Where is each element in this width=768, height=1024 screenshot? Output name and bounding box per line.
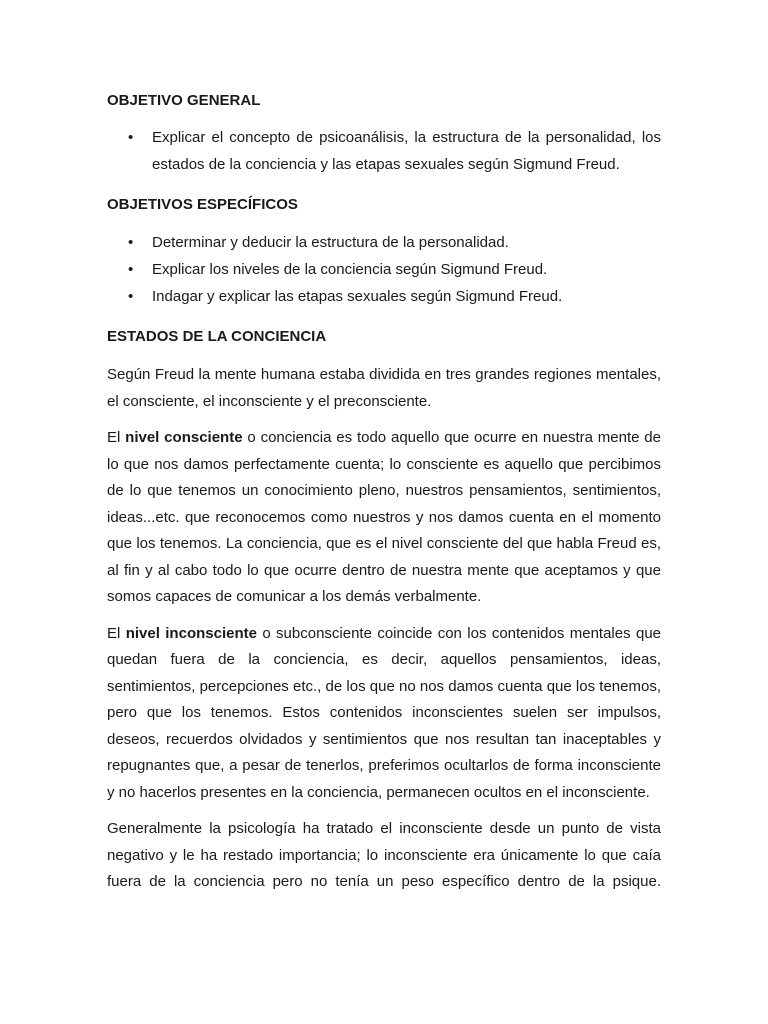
paragraph-regiones-mentales: Según Freud la mente humana estaba dividida en tres grandes regiones mentales, el consciente, el inconsciente y el preconsciente. xyxy=(107,366,661,410)
paragraph-text: o subconsciente coincide con los contenidos mentales que quedan fuera de la conciencia, es decir, aquellos pensamientos, ideas, sentimientos, percepciones etc., de los que no nos damos cuenta que los tenemos, pero que los tenemos. Estos contenidos inconscientes suelen ser impulsos, deseos, recuerdos olvidados y sentimientos que nos resultan tan inaceptables y repugnantes que, a pesar de tenerlos, preferimos ocultarlos de forma inconsciente y no hacerlos presentes en la conciencia, permanecen ocultos en el inconsciente. xyxy=(107,624,661,801)
list-item-text: Explicar el concepto de psicoanálisis, la estructura de la personalidad, los estados de la conciencia y las etapas sexuales según Sigmund Freud. xyxy=(152,129,661,173)
bold-term: nivel inconsciente xyxy=(125,624,257,642)
heading-objetivos-especificos: OBJETIVOS ESPECÍFICOS xyxy=(107,196,298,213)
bold-term: nivel consciente xyxy=(125,429,243,446)
list-item xyxy=(107,124,661,178)
objetivo-general-list xyxy=(107,124,661,178)
list-item xyxy=(107,229,661,256)
bullet-icon: • xyxy=(128,288,134,305)
list-item-text: Explicar los niveles de la conciencia según Sigmund Freud. xyxy=(152,261,548,278)
paragraph-text: El xyxy=(107,429,126,446)
paragraph-psicologia-inconsciente: Generalmente la psicología ha tratado el inconsciente desde un punto de vista negativo y le ha restado importancia; lo inconsciente era únicamente lo que caía fuera de la conciencia pero no tenía un peso específico dentro de la psique. xyxy=(107,820,661,890)
list-item-text: Indagar y explicar las etapas sexuales según Sigmund Freud. xyxy=(152,288,563,305)
bullet-icon: • xyxy=(128,129,134,146)
paragraph-text: El xyxy=(107,624,126,642)
heading-objetivo-general: OBJETIVO GENERAL xyxy=(107,92,261,109)
bullet-icon: • xyxy=(128,234,134,251)
paragraph-nivel-consciente xyxy=(107,425,661,611)
document-page xyxy=(107,88,661,896)
heading-estados-conciencia: ESTADOS DE LA CONCIENCIA xyxy=(107,328,327,345)
list-item xyxy=(107,283,661,310)
list-item-text: Determinar y deducir la estructura de la personalidad. xyxy=(152,234,509,251)
list-item xyxy=(107,256,661,283)
paragraph-nivel-inconsciente xyxy=(107,621,661,807)
paragraph-text: o conciencia es todo aquello que ocurre en nuestra mente de lo que nos damos perfectamente cuenta; lo consciente es aquello que percibimos de lo que tenemos un conocimiento pleno, nuestros pensamientos, sentimientos, ideas...etc. que reconocemos como nuestros y nos damos cuenta en el momento que los tenemos. La conciencia, que es el nivel consciente del que habla Freud es, al fin y al cabo todo lo que ocurre dentro de nuestra mente que aceptamos y que somos capaces de comunicar a los demás verbalmente. xyxy=(107,429,661,605)
bullet-icon: • xyxy=(128,261,134,278)
objetivos-especificos-list xyxy=(107,229,661,310)
